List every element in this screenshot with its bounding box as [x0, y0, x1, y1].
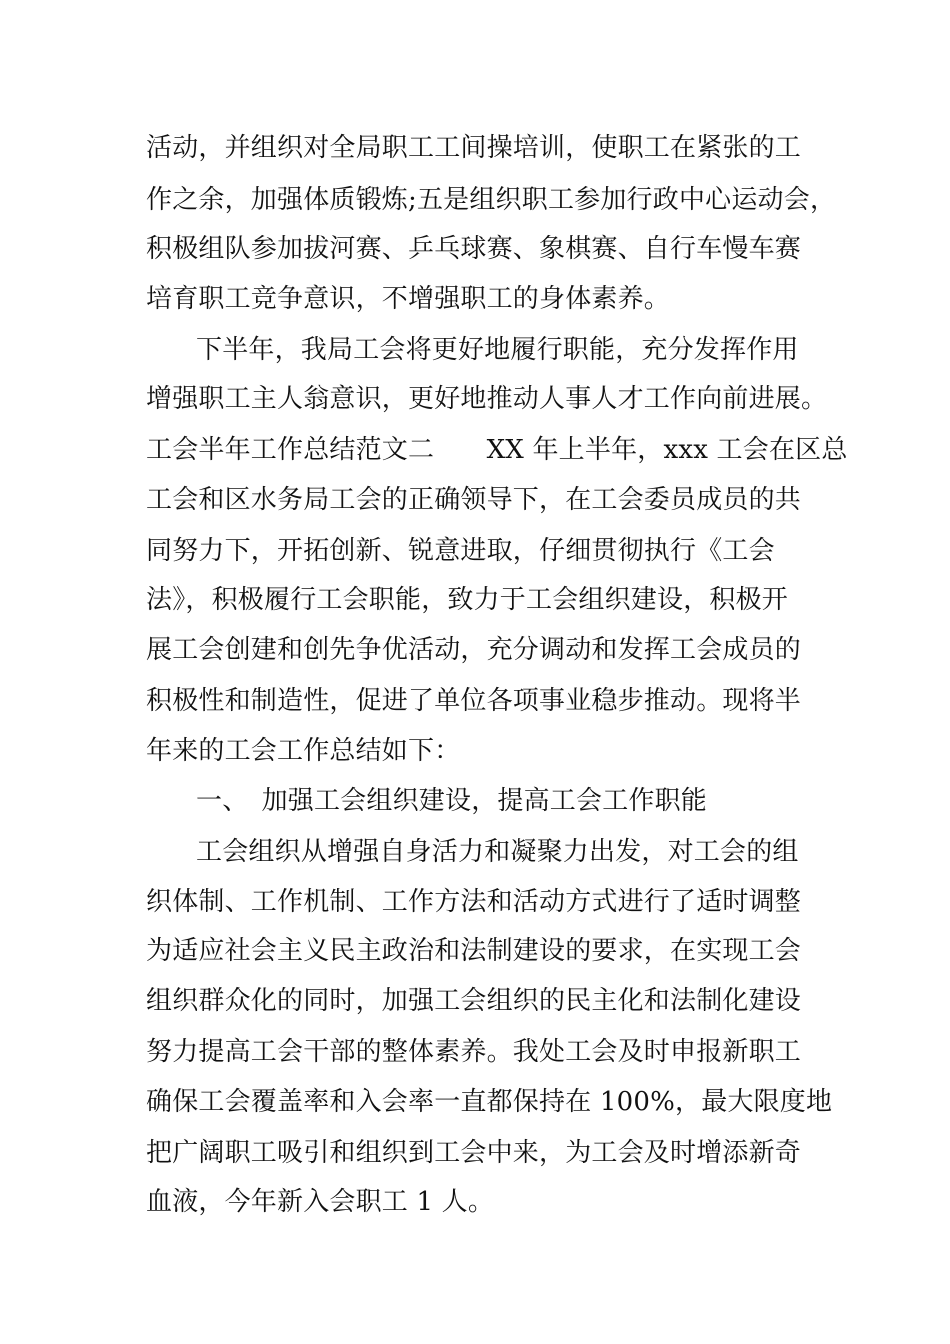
section-heading-line: 工会半年工作总结范文二 XX 年上半年，xxx 工会在区总	[146, 435, 848, 465]
text-line: 积极组队参加拔河赛、乒乓球赛、象棋赛、自行车慢车赛	[146, 234, 802, 264]
text-line: 展工会创建和创先争优活动，充分调动和发挥工会成员的	[146, 635, 802, 665]
subheading-line: 一、 加强工会组织建设，提高工会工作职能	[196, 786, 708, 816]
text-line: 确保工会覆盖率和入会率一直都保持在 100%，最大限度地	[146, 1087, 833, 1117]
text-line: 年来的工会工作总结如下：	[146, 736, 461, 766]
text-line: 努力提高工会干部的整体素养。我处工会及时申报新职工	[146, 1037, 802, 1067]
text-line: 积极性和制造性，促进了单位各项事业稳步推动。现将半	[146, 686, 802, 716]
text-line: 活动，并组织对全局职工工间操培训，使职工在紧张的工	[146, 133, 802, 163]
text-line: 织体制、工作机制、工作方法和活动方式进行了适时调整	[146, 887, 802, 917]
text-line: 组织群众化的同时，加强工会组织的民主化和法制化建设	[146, 986, 802, 1016]
text-line: 同努力下，开拓创新、锐意进取，仔细贯彻执行《工会	[146, 536, 775, 566]
text-line: 把广阔职工吸引和组织到工会中来，为工会及时增添新奇	[146, 1138, 802, 1168]
text-line: 血液，今年新入会职工 1 人。	[146, 1187, 495, 1217]
text-line: 工会和区水务局工会的正确领导下，在工会委员成员的共	[146, 485, 802, 515]
text-line: 法》，积极履行工会职能，致力于工会组织建设，积极开	[146, 585, 789, 615]
text-line: 培育职工竞争意识，不增强职工的身体素养。	[146, 284, 671, 314]
text-line: 作之余，加强体质锻炼;五是组织职工参加行政中心运动会，	[146, 185, 837, 215]
paragraph-first-line: 工会组织从增强自身活力和凝聚力出发，对工会的组	[196, 837, 799, 867]
text-line: 为适应社会主义民主政治和法制建设的要求，在实现工会	[146, 936, 802, 966]
text-line: 增强职工主人翁意识，更好地推动人事人才工作向前进展。	[146, 384, 828, 414]
paragraph-first-line: 下半年，我局工会将更好地履行职能，充分发挥作用	[196, 335, 799, 365]
